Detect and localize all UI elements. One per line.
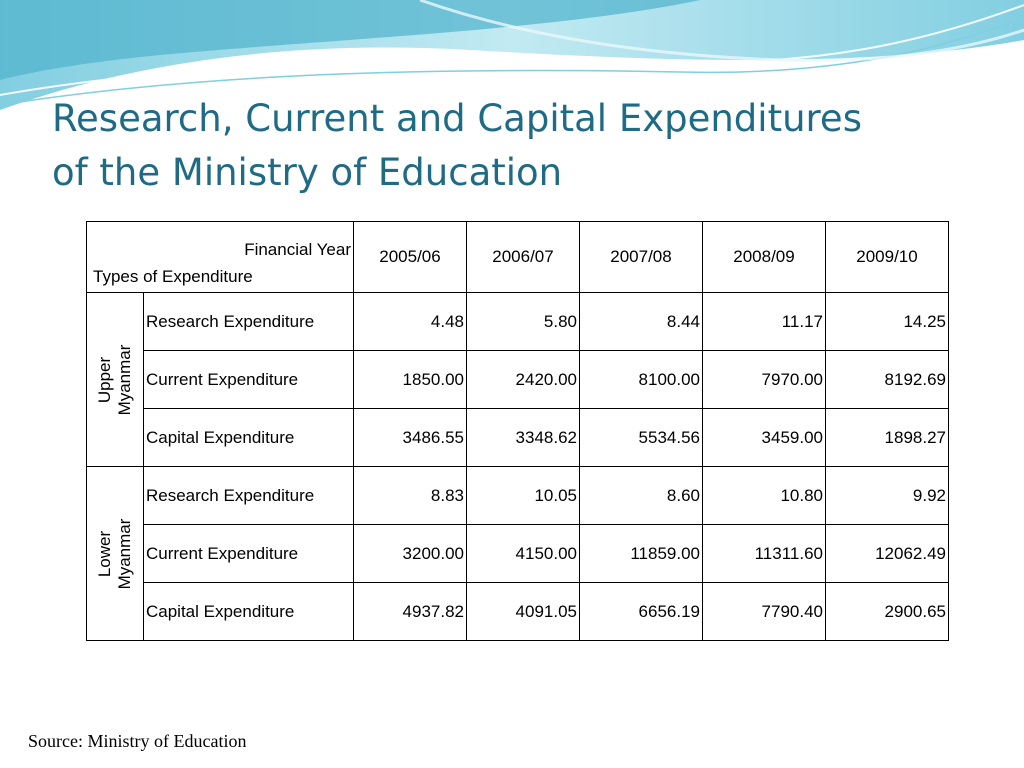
header-corner-cell [87, 222, 354, 293]
region-label-line: Upper [95, 356, 114, 403]
title-line-1: Research, Current and Capital Expenditures [52, 97, 862, 140]
value-cell: 10.05 [467, 467, 580, 525]
table-row [87, 525, 949, 583]
year-header: 2007/08 [580, 222, 703, 293]
expenditure-type: Current Expenditure [144, 525, 354, 583]
title-line-2: of the Ministry of Education [52, 151, 563, 194]
region-label-line: Myanmar [115, 518, 134, 589]
table-row [87, 293, 949, 351]
financial-year-label: Financial Year [244, 240, 351, 259]
expenditure-table [86, 221, 949, 641]
year-header: 2006/07 [467, 222, 580, 293]
value-cell: 5534.56 [580, 409, 703, 467]
value-cell: 2420.00 [467, 351, 580, 409]
region-label-line: Myanmar [115, 344, 134, 415]
value-cell: 6656.19 [580, 583, 703, 641]
value-cell: 11311.60 [703, 525, 826, 583]
table-row [87, 351, 949, 409]
region-cell-upper-myanmar [87, 293, 144, 467]
expenditure-type: Current Expenditure [144, 351, 354, 409]
value-cell: 4150.00 [467, 525, 580, 583]
value-cell: 7970.00 [703, 351, 826, 409]
value-cell: 8100.00 [580, 351, 703, 409]
region-cell-lower-myanmar [87, 467, 144, 641]
table-header-row [87, 222, 949, 293]
year-header: 2008/09 [703, 222, 826, 293]
value-cell: 4.48 [354, 293, 467, 351]
source-note: Source: Ministry of Education [28, 731, 247, 751]
expenditure-type: Capital Expenditure [144, 409, 354, 467]
year-header: 2005/06 [354, 222, 467, 293]
types-of-expenditure-label: Types of Expenditure [93, 267, 253, 286]
expenditure-type: Capital Expenditure [144, 583, 354, 641]
expenditure-type: Research Expenditure [144, 467, 354, 525]
value-cell: 5.80 [467, 293, 580, 351]
value-cell: 3459.00 [703, 409, 826, 467]
value-cell: 12062.49 [826, 525, 949, 583]
value-cell: 11.17 [703, 293, 826, 351]
value-cell: 3348.62 [467, 409, 580, 467]
slide-title [52, 92, 952, 200]
value-cell: 8192.69 [826, 351, 949, 409]
value-cell: 14.25 [826, 293, 949, 351]
value-cell: 2900.65 [826, 583, 949, 641]
table-row [87, 409, 949, 467]
value-cell: 3486.55 [354, 409, 467, 467]
value-cell: 1898.27 [826, 409, 949, 467]
value-cell: 8.83 [354, 467, 467, 525]
value-cell: 10.80 [703, 467, 826, 525]
value-cell: 4091.05 [467, 583, 580, 641]
table-row [87, 583, 949, 641]
value-cell: 9.92 [826, 467, 949, 525]
value-cell: 8.60 [580, 467, 703, 525]
expenditure-type: Research Expenditure [144, 293, 354, 351]
value-cell: 4937.82 [354, 583, 467, 641]
region-label-line: Lower [95, 530, 114, 577]
year-header: 2009/10 [826, 222, 949, 293]
table-row [87, 467, 949, 525]
value-cell: 3200.00 [354, 525, 467, 583]
value-cell: 8.44 [580, 293, 703, 351]
value-cell: 1850.00 [354, 351, 467, 409]
value-cell: 7790.40 [703, 583, 826, 641]
value-cell: 11859.00 [580, 525, 703, 583]
